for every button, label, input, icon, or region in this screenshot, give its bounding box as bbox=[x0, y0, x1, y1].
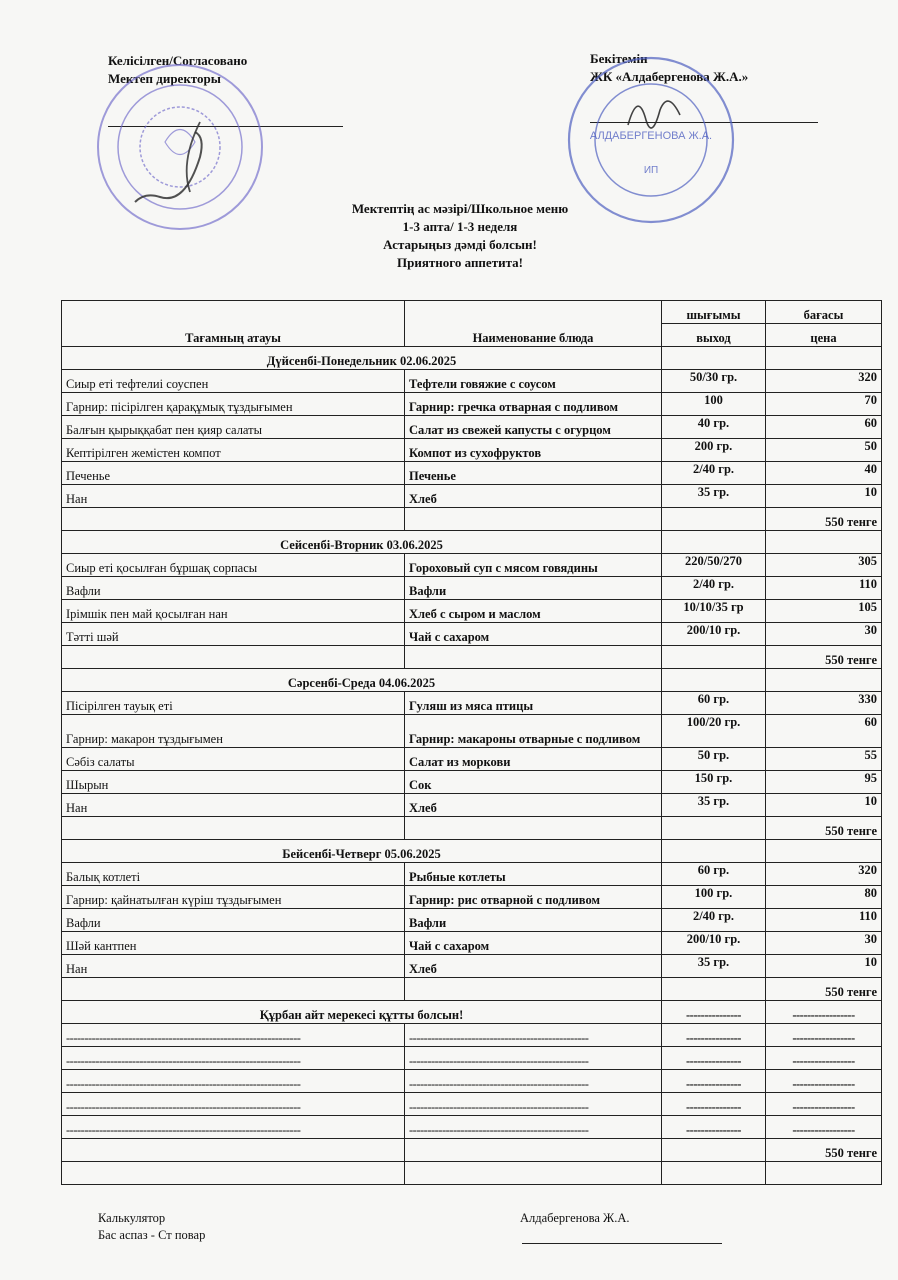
dish-name-ru: Вафли bbox=[405, 909, 662, 932]
dash-cell-out: --------------- bbox=[662, 1093, 766, 1116]
empty-cell bbox=[62, 508, 405, 531]
dish-name-ru: Сок bbox=[405, 771, 662, 794]
dish-output: 50/30 гр. bbox=[662, 370, 766, 393]
table-row bbox=[62, 600, 882, 623]
dish-name-kz: Сәбіз салаты bbox=[62, 748, 405, 771]
dish-output: 60 гр. bbox=[662, 692, 766, 715]
director-label: Мектеп директоры bbox=[108, 71, 221, 86]
dish-name-ru: Хлеб bbox=[405, 794, 662, 817]
dish-price: 30 bbox=[766, 932, 882, 955]
table-row bbox=[62, 771, 882, 794]
dish-name-kz: Кептірілген жемістен компот bbox=[62, 439, 405, 462]
dash-cell-kz: ---------------------------------------------------------------- bbox=[62, 1093, 405, 1116]
dish-price: 70 bbox=[766, 393, 882, 416]
confirm-label: Бекітемін bbox=[590, 51, 648, 66]
table-row bbox=[62, 863, 882, 886]
dish-name-ru: Компот из сухофруктов bbox=[405, 439, 662, 462]
day-header-row bbox=[62, 531, 882, 554]
dish-output: 2/40 гр. bbox=[662, 909, 766, 932]
day-header-row bbox=[62, 347, 882, 370]
total-row bbox=[62, 817, 882, 840]
day-total: 550 тенге bbox=[766, 978, 882, 1001]
dash-row bbox=[62, 1024, 882, 1047]
dish-output: 150 гр. bbox=[662, 771, 766, 794]
calculator-label: Калькулятор bbox=[98, 1211, 166, 1225]
dish-name-kz: Гарнир: қайнатылған күріш тұздығымен bbox=[62, 886, 405, 909]
dish-name-ru: Хлеб с сыром и маслом bbox=[405, 600, 662, 623]
dish-price: 60 bbox=[766, 715, 882, 748]
dish-price: 110 bbox=[766, 909, 882, 932]
dish-name-kz: Нан bbox=[62, 794, 405, 817]
title-line-2: 1-3 апта/ 1-3 неделя bbox=[402, 219, 518, 234]
school-seal bbox=[95, 62, 265, 232]
dish-price: 10 bbox=[766, 485, 882, 508]
day-header-row bbox=[62, 669, 882, 692]
holiday-label: Құрбан айт мерекесі құтты болсын! bbox=[62, 1001, 662, 1024]
footer-left bbox=[98, 1210, 205, 1244]
title-line-3: Астарыңыз дәмді болсын! bbox=[383, 237, 537, 252]
dish-name-kz: Нан bbox=[62, 485, 405, 508]
table-row bbox=[62, 955, 882, 978]
dish-name-kz: Шырын bbox=[62, 771, 405, 794]
dish-name-kz: Пісірілген тауық еті bbox=[62, 692, 405, 715]
table-row bbox=[62, 554, 882, 577]
empty-cell bbox=[662, 817, 766, 840]
empty-cell bbox=[766, 669, 882, 692]
dish-output: 100 bbox=[662, 393, 766, 416]
dish-output: 2/40 гр. bbox=[662, 577, 766, 600]
dish-name-kz: Тәтті шәй bbox=[62, 623, 405, 646]
dash-cell-price: ----------------- bbox=[766, 1024, 882, 1047]
dash-cell-kz: ---------------------------------------------------------------- bbox=[62, 1047, 405, 1070]
dish-output: 2/40 гр. bbox=[662, 462, 766, 485]
seal-ip-text: ИП bbox=[643, 165, 659, 176]
dash-cell-ru: ------------------------------------------------- bbox=[405, 1070, 662, 1093]
footer-right-name: Алдабергенова Ж.А. bbox=[520, 1211, 630, 1225]
table-row bbox=[62, 692, 882, 715]
table-row bbox=[62, 909, 882, 932]
dish-price: 110 bbox=[766, 577, 882, 600]
dish-name-kz: Балғын қырыққабат пен қияр салаты bbox=[62, 416, 405, 439]
dash-row bbox=[62, 1070, 882, 1093]
title-line-1: Мектептің ас мәзірі/Школьное меню bbox=[351, 201, 569, 216]
table-row bbox=[62, 485, 882, 508]
dish-output: 200/10 гр. bbox=[662, 932, 766, 955]
blank-row bbox=[62, 1162, 882, 1185]
day-label: Сейсенбі-Вторник 03.06.2025 bbox=[62, 531, 662, 554]
dish-price: 60 bbox=[766, 416, 882, 439]
dash-cell-out: --------------- bbox=[662, 1047, 766, 1070]
holiday-output: --------------- bbox=[662, 1001, 766, 1024]
table-row bbox=[62, 794, 882, 817]
dish-name-kz: Печенье bbox=[62, 462, 405, 485]
table-row bbox=[62, 439, 882, 462]
empty-cell bbox=[62, 1162, 405, 1185]
day-label: Дүйсенбі-Понедельник 02.06.2025 bbox=[62, 347, 662, 370]
day-label: Бейсенбі-Четверг 05.06.2025 bbox=[62, 840, 662, 863]
empty-cell bbox=[766, 840, 882, 863]
dish-price: 30 bbox=[766, 623, 882, 646]
dish-name-kz: Балық котлеті bbox=[62, 863, 405, 886]
empty-cell bbox=[662, 531, 766, 554]
holiday-total-row bbox=[62, 1139, 882, 1162]
empty-cell bbox=[662, 669, 766, 692]
dish-name-kz: Шәй кантпен bbox=[62, 932, 405, 955]
dish-output: 35 гр. bbox=[662, 955, 766, 978]
dish-name-ru: Гарнир: макароны отварные с подливом bbox=[405, 715, 662, 748]
dash-cell-ru: ------------------------------------------------- bbox=[405, 1047, 662, 1070]
dish-output: 50 гр. bbox=[662, 748, 766, 771]
col-header-price-ru: цена bbox=[766, 324, 882, 347]
dash-cell-out: --------------- bbox=[662, 1070, 766, 1093]
empty-cell bbox=[62, 817, 405, 840]
col-header-out-ru: выход bbox=[662, 324, 766, 347]
dish-price: 50 bbox=[766, 439, 882, 462]
footer-signature-line bbox=[522, 1243, 722, 1244]
empty-cell bbox=[405, 1162, 662, 1185]
dish-name-kz: Гарнир: макарон тұздығымен bbox=[62, 715, 405, 748]
table-header-row bbox=[62, 301, 882, 324]
menu-table bbox=[61, 300, 882, 1185]
dish-output: 10/10/35 гр bbox=[662, 600, 766, 623]
empty-cell bbox=[405, 978, 662, 1001]
empty-cell bbox=[62, 646, 405, 669]
empty-cell bbox=[662, 840, 766, 863]
dash-cell-ru: ------------------------------------------------- bbox=[405, 1093, 662, 1116]
day-total: 550 тенге bbox=[766, 817, 882, 840]
dish-price: 55 bbox=[766, 748, 882, 771]
chef-label: Бас аспаз - Ст повар bbox=[98, 1228, 206, 1242]
dash-row bbox=[62, 1116, 882, 1139]
table-row bbox=[62, 748, 882, 771]
dish-name-kz: Ірімшік пен май қосылған нан bbox=[62, 600, 405, 623]
dash-cell-kz: ---------------------------------------------------------------- bbox=[62, 1116, 405, 1139]
dish-name-ru: Гарнир: гречка отварная с подливом bbox=[405, 393, 662, 416]
dish-name-kz: Гарнир: пісірілген қарақұмық тұздығымен bbox=[62, 393, 405, 416]
empty-cell bbox=[662, 1162, 766, 1185]
col-header-kz: Тағамның атауы bbox=[62, 301, 405, 347]
dish-name-kz: Сиыр еті тефтелиі соуспен bbox=[62, 370, 405, 393]
dish-price: 40 bbox=[766, 462, 882, 485]
dish-price: 105 bbox=[766, 600, 882, 623]
dish-output: 220/50/270 bbox=[662, 554, 766, 577]
dash-cell-price: ----------------- bbox=[766, 1116, 882, 1139]
dash-cell-out: --------------- bbox=[662, 1024, 766, 1047]
title-line-4: Приятного аппетита! bbox=[397, 255, 523, 270]
dish-output: 200 гр. bbox=[662, 439, 766, 462]
empty-cell bbox=[662, 508, 766, 531]
holiday-price: ----------------- bbox=[766, 1001, 882, 1024]
dash-cell-price: ----------------- bbox=[766, 1093, 882, 1116]
dish-price: 320 bbox=[766, 370, 882, 393]
dish-name-ru: Печенье bbox=[405, 462, 662, 485]
dash-cell-price: ----------------- bbox=[766, 1047, 882, 1070]
dish-name-ru: Салат из моркови bbox=[405, 748, 662, 771]
dash-cell-price: ----------------- bbox=[766, 1070, 882, 1093]
approval-label: Келісілген/Согласовано bbox=[108, 53, 248, 68]
dish-name-ru: Чай с сахаром bbox=[405, 932, 662, 955]
entrepreneur-label: ЖК «Алдабергенова Ж.А.» bbox=[590, 69, 749, 84]
day-label: Сәрсенбі-Среда 04.06.2025 bbox=[62, 669, 662, 692]
empty-cell bbox=[405, 817, 662, 840]
dish-name-kz: Вафли bbox=[62, 909, 405, 932]
dish-output: 60 гр. bbox=[662, 863, 766, 886]
dish-output: 200/10 гр. bbox=[662, 623, 766, 646]
empty-cell bbox=[662, 1139, 766, 1162]
table-row bbox=[62, 715, 882, 748]
dish-price: 320 bbox=[766, 863, 882, 886]
empty-cell bbox=[405, 508, 662, 531]
dish-name-ru: Рыбные котлеты bbox=[405, 863, 662, 886]
dish-price: 80 bbox=[766, 886, 882, 909]
empty-cell bbox=[62, 978, 405, 1001]
empty-cell bbox=[405, 646, 662, 669]
dish-name-ru: Чай с сахаром bbox=[405, 623, 662, 646]
empty-cell bbox=[405, 1139, 662, 1162]
dish-name-ru: Вафли bbox=[405, 577, 662, 600]
col-header-ru: Наименование блюда bbox=[405, 301, 662, 347]
empty-cell bbox=[662, 347, 766, 370]
col-header-price-kz: бағасы bbox=[766, 301, 882, 324]
dish-name-ru: Гороховый суп с мясом говядины bbox=[405, 554, 662, 577]
table-row bbox=[62, 623, 882, 646]
total-row bbox=[62, 508, 882, 531]
holiday-total: 550 тенге bbox=[766, 1139, 882, 1162]
empty-cell bbox=[662, 646, 766, 669]
dash-cell-out: --------------- bbox=[662, 1116, 766, 1139]
table-row bbox=[62, 393, 882, 416]
dish-name-kz: Вафли bbox=[62, 577, 405, 600]
dish-output: 100 гр. bbox=[662, 886, 766, 909]
holiday-row bbox=[62, 1001, 882, 1024]
empty-cell bbox=[62, 1139, 405, 1162]
total-row bbox=[62, 646, 882, 669]
dish-name-ru: Салат из свежей капусты с огурцом bbox=[405, 416, 662, 439]
day-total: 550 тенге bbox=[766, 646, 882, 669]
dish-price: 10 bbox=[766, 955, 882, 978]
empty-cell bbox=[766, 531, 882, 554]
dish-name-ru: Хлеб bbox=[405, 955, 662, 978]
dish-name-ru: Хлеб bbox=[405, 485, 662, 508]
dish-output: 40 гр. bbox=[662, 416, 766, 439]
dash-cell-kz: ---------------------------------------------------------------- bbox=[62, 1024, 405, 1047]
dash-row bbox=[62, 1047, 882, 1070]
col-header-out-kz: шығымы bbox=[662, 301, 766, 324]
menu-title bbox=[250, 200, 670, 272]
dish-price: 330 bbox=[766, 692, 882, 715]
dish-name-kz: Сиыр еті қосылған бұршақ сорпасы bbox=[62, 554, 405, 577]
dish-name-ru: Гуляш из мяса птицы bbox=[405, 692, 662, 715]
empty-cell bbox=[662, 978, 766, 1001]
seal-name-text: АЛДАБЕРГЕНОВА Ж.А. bbox=[589, 130, 713, 142]
dash-cell-kz: ---------------------------------------------------------------- bbox=[62, 1070, 405, 1093]
total-row bbox=[62, 978, 882, 1001]
day-total: 550 тенге bbox=[766, 508, 882, 531]
table-row bbox=[62, 370, 882, 393]
dash-cell-ru: ------------------------------------------------- bbox=[405, 1116, 662, 1139]
table-row bbox=[62, 416, 882, 439]
table-row bbox=[62, 577, 882, 600]
dash-cell-ru: ------------------------------------------------- bbox=[405, 1024, 662, 1047]
empty-cell bbox=[766, 1162, 882, 1185]
table-row bbox=[62, 932, 882, 955]
dash-row bbox=[62, 1093, 882, 1116]
empty-cell bbox=[766, 347, 882, 370]
dish-name-kz: Нан bbox=[62, 955, 405, 978]
dish-output: 35 гр. bbox=[662, 485, 766, 508]
table-row bbox=[62, 886, 882, 909]
dish-output: 35 гр. bbox=[662, 794, 766, 817]
dish-price: 95 bbox=[766, 771, 882, 794]
table-row bbox=[62, 462, 882, 485]
dish-price: 10 bbox=[766, 794, 882, 817]
dish-output: 100/20 гр. bbox=[662, 715, 766, 748]
dish-price: 305 bbox=[766, 554, 882, 577]
day-header-row bbox=[62, 840, 882, 863]
dish-name-ru: Гарнир: рис отварной с подливом bbox=[405, 886, 662, 909]
dish-name-ru: Тефтели говяжие с соусом bbox=[405, 370, 662, 393]
